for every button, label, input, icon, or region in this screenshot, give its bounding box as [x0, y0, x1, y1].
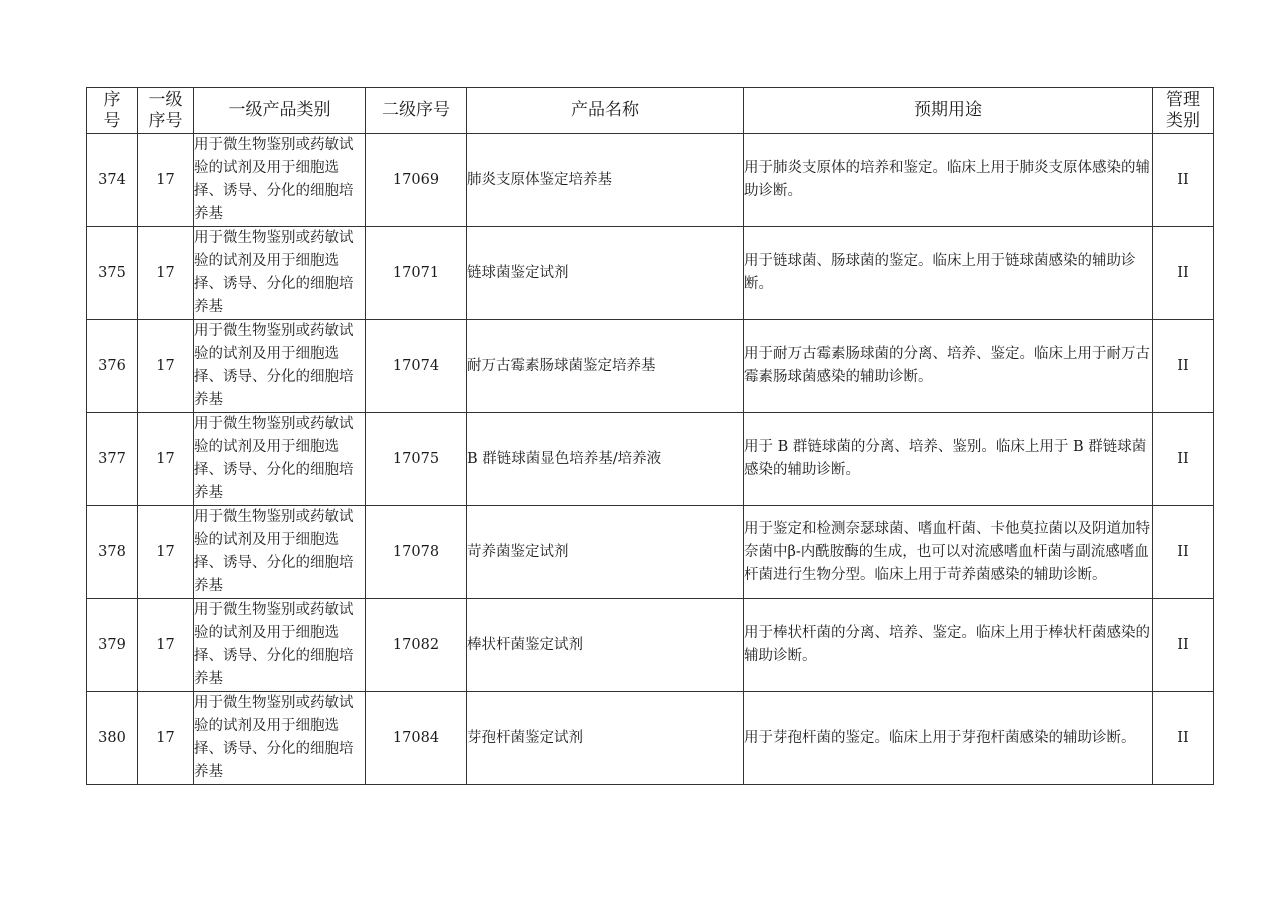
- table-row: [87, 599, 1214, 692]
- header-level1-category-label: 一级产品类别: [228, 100, 331, 120]
- cell-management-class: II: [1153, 134, 1214, 227]
- cell-intended-use: 用于耐万古霉素肠球菌的分离、培养、鉴定。临床上用于耐万古霉素肠球菌感染的辅助诊断。: [744, 320, 1153, 413]
- header-seq-label: 序号: [103, 89, 121, 131]
- cell-level1-seq: 17: [138, 413, 194, 506]
- cell-seq: 378: [87, 506, 138, 599]
- cell-level2-seq: 17084: [366, 692, 467, 785]
- cell-level1-seq: 17: [138, 692, 194, 785]
- cell-intended-use: 用于 B 群链球菌的分离、培养、鉴别。临床上用于 B 群链球菌感染的辅助诊断。: [744, 413, 1153, 506]
- header-level1-seq: [138, 88, 194, 134]
- header-level1-category: [194, 88, 366, 134]
- header-product-name: [467, 88, 744, 134]
- cell-level1-category: 用于微生物鉴别或药敏试验的试剂及用于细胞选择、诱导、分化的细胞培养基: [194, 320, 366, 413]
- cell-seq: 376: [87, 320, 138, 413]
- cell-product-name: 棒状杆菌鉴定试剂: [467, 599, 744, 692]
- cell-level2-seq: 17075: [366, 413, 467, 506]
- header-row: [87, 88, 1214, 134]
- table-row: [87, 506, 1214, 599]
- cell-seq: 377: [87, 413, 138, 506]
- cell-level2-seq: 17069: [366, 134, 467, 227]
- cell-management-class: II: [1153, 320, 1214, 413]
- cell-level1-seq: 17: [138, 506, 194, 599]
- cell-seq: 379: [87, 599, 138, 692]
- cell-management-class: II: [1153, 599, 1214, 692]
- cell-level1-seq: 17: [138, 599, 194, 692]
- cell-seq: 380: [87, 692, 138, 785]
- cell-intended-use: 用于肺炎支原体的培养和鉴定。临床上用于肺炎支原体感染的辅助诊断。: [744, 134, 1153, 227]
- header-intended-use-label: 预期用途: [914, 100, 982, 120]
- cell-management-class: II: [1153, 692, 1214, 785]
- cell-seq: 374: [87, 134, 138, 227]
- header-level2-seq-label: 二级序号: [382, 100, 450, 120]
- cell-management-class: II: [1153, 413, 1214, 506]
- cell-product-name: B 群链球菌显色培养基/培养液: [467, 413, 744, 506]
- header-intended-use: [744, 88, 1153, 134]
- cell-intended-use: 用于棒状杆菌的分离、培养、鉴定。临床上用于棒状杆菌感染的辅助诊断。: [744, 599, 1153, 692]
- cell-intended-use: 用于鉴定和检测奈瑟球菌、嗜血杆菌、卡他莫拉菌以及阴道加特奈菌中β-内酰胺酶的生成，也可以对流感嗜血杆菌与副流感嗜血杆菌进行生物分型。临床上用于苛养菌感染的辅助诊断。: [744, 506, 1153, 599]
- table-row: [87, 227, 1214, 320]
- cell-seq: 375: [87, 227, 138, 320]
- cell-level1-category: 用于微生物鉴别或药敏试验的试剂及用于细胞选择、诱导、分化的细胞培养基: [194, 134, 366, 227]
- cell-management-class: II: [1153, 227, 1214, 320]
- header-level2-seq: [366, 88, 467, 134]
- cell-level1-seq: 17: [138, 320, 194, 413]
- cell-level2-seq: 17082: [366, 599, 467, 692]
- cell-level1-seq: 17: [138, 227, 194, 320]
- cell-product-name: 芽孢杆菌鉴定试剂: [467, 692, 744, 785]
- header-management-class-label: 管理类别: [1166, 89, 1200, 131]
- header-management-class: [1153, 88, 1214, 134]
- table-body: [87, 134, 1214, 785]
- cell-level2-seq: 17071: [366, 227, 467, 320]
- header-level1-seq-label: 一级序号: [148, 89, 183, 131]
- cell-level2-seq: 17078: [366, 506, 467, 599]
- cell-level1-category: 用于微生物鉴别或药敏试验的试剂及用于细胞选择、诱导、分化的细胞培养基: [194, 506, 366, 599]
- table-row: [87, 692, 1214, 785]
- table-row: [87, 413, 1214, 506]
- cell-product-name: 肺炎支原体鉴定培养基: [467, 134, 744, 227]
- cell-intended-use: 用于链球菌、肠球菌的鉴定。临床上用于链球菌感染的辅助诊断。: [744, 227, 1153, 320]
- table-row: [87, 134, 1214, 227]
- cell-level1-category: 用于微生物鉴别或药敏试验的试剂及用于细胞选择、诱导、分化的细胞培养基: [194, 599, 366, 692]
- cell-level1-category: 用于微生物鉴别或药敏试验的试剂及用于细胞选择、诱导、分化的细胞培养基: [194, 692, 366, 785]
- cell-product-name: 耐万古霉素肠球菌鉴定培养基: [467, 320, 744, 413]
- table-header: [87, 88, 1214, 134]
- cell-management-class: II: [1153, 506, 1214, 599]
- header-seq: [87, 88, 138, 134]
- cell-intended-use: 用于芽孢杆菌的鉴定。临床上用于芽孢杆菌感染的辅助诊断。: [744, 692, 1153, 785]
- table-row: [87, 320, 1214, 413]
- cell-product-name: 链球菌鉴定试剂: [467, 227, 744, 320]
- cell-level2-seq: 17074: [366, 320, 467, 413]
- cell-level1-category: 用于微生物鉴别或药敏试验的试剂及用于细胞选择、诱导、分化的细胞培养基: [194, 227, 366, 320]
- cell-product-name: 苛养菌鉴定试剂: [467, 506, 744, 599]
- cell-level1-category: 用于微生物鉴别或药敏试验的试剂及用于细胞选择、诱导、分化的细胞培养基: [194, 413, 366, 506]
- product-classification-table: [86, 87, 1214, 785]
- cell-level1-seq: 17: [138, 134, 194, 227]
- header-product-name-label: 产品名称: [571, 100, 639, 120]
